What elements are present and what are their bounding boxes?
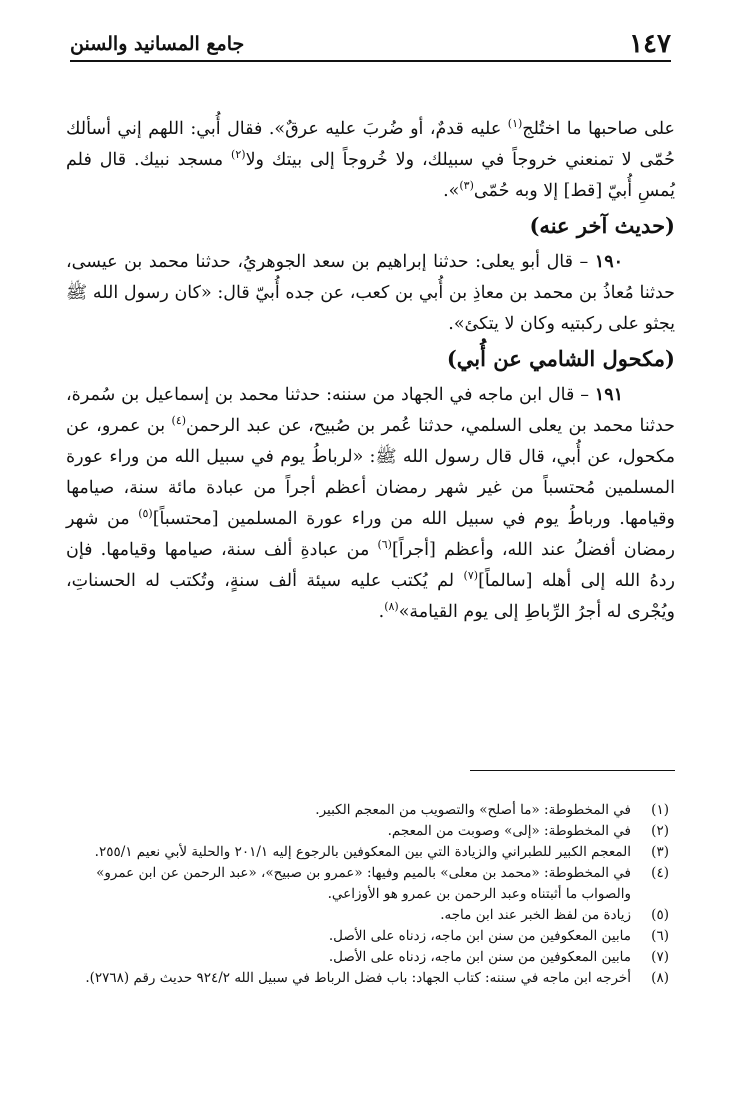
footnote-number: (٣) bbox=[651, 844, 669, 860]
footnote-item bbox=[66, 800, 669, 821]
footnote-ref-7: (٧) bbox=[463, 569, 479, 583]
paragraph-continuation bbox=[66, 114, 675, 207]
footnote-ref-8: (٨) bbox=[384, 600, 399, 614]
footnote-item bbox=[66, 947, 669, 968]
footnote-text: زيادة من لفظ الخبر عند ابن ماجه. bbox=[440, 907, 631, 923]
footnote-item bbox=[66, 863, 669, 905]
footnote-item bbox=[66, 905, 669, 926]
footnote-ref-1: (١) bbox=[507, 117, 523, 131]
footnote-number: (٢) bbox=[651, 823, 669, 839]
footnote-number: (١) bbox=[651, 802, 669, 818]
footnote-text: المعجم الكبير للطبراني والزيادة التي بين المعكوفين بالرجوع إليه ٢٠١/١ والحلية لأبي نعيم ٢٥٥/١. bbox=[94, 844, 631, 860]
footnote-number: (٧) bbox=[651, 949, 669, 965]
page-number: ١٤٧ bbox=[629, 29, 671, 59]
text-run: من عبادةِ ألف سنة، صيامها وقيامها. فإن ردهُ الله إلى أهله [سالماً] bbox=[66, 540, 675, 591]
footnote-ref-3: (٣) bbox=[459, 179, 474, 193]
hadith-190 bbox=[66, 247, 675, 340]
text-run: مسجد نبيك. قال فلم يُمسِ أُبيّ [قط] إلا وبه حُمّى bbox=[66, 150, 675, 201]
text-run: من شهر رمضان أفضلُ عند الله، وأعظم [أجراً] bbox=[66, 509, 675, 560]
text-run: – قال ابن ماجه في الجهاد من سننه: حدثنا محمد بن إسماعيل بن سُمرة، حدثنا محمد بن يعلى السلمي، حدثنا عُمر بن صُبيح، عن عبد الرحمن bbox=[66, 385, 675, 436]
text-run: بن عمرو، عن مكحول، عن أُبي، قال قال رسول الله ﷺ: «لرباطُ يوم في سبيل الله من وراء عورة المسلمين مُحتسباً من غير شهر رمضان أعظم أجراً من عبادة مائة سنة، صيامها وقيامها. ورباطُ يوم في سبيل الله من وراء عورة المسلمين [محتسباً] bbox=[66, 416, 675, 529]
footnote-text: أخرجه ابن ماجه في سننه: كتاب الجهاد: باب فضل الرباط في سبيل الله ٩٢٤/٢ حديث رقم (٢٧٦٨). bbox=[85, 970, 631, 986]
hadith-number: ١٩١ bbox=[594, 385, 623, 405]
text-run: . bbox=[378, 602, 385, 622]
footnote-ref-4: (٤) bbox=[171, 414, 187, 428]
running-header bbox=[70, 28, 671, 62]
footnote-separator bbox=[470, 770, 675, 771]
footnote-ref-2: (٢) bbox=[231, 148, 246, 162]
footnote-text: في المخطوطة: «ما أصلح» والتصويب من المعجم الكبير. bbox=[315, 802, 631, 818]
footnote-text: في المخطوطة: «إلى» وصوبت من المعجم. bbox=[387, 823, 631, 839]
main-text bbox=[66, 114, 675, 628]
text-run: عليه قدمٌ، أو ضُربَ عليه عرقٌ». فقال أُبي: اللهم إني أسألك حُمّى لا تمنعني خروجاً في سبيلك، ولا خُروجاً إلى بيتك ولا bbox=[66, 119, 676, 170]
section-heading-2: (مكحول الشامي عن أُبي) bbox=[446, 346, 675, 371]
footnote-text: مابين المعكوفين من سنن ابن ماجه، زدناه على الأصل. bbox=[328, 949, 631, 965]
footnote-item bbox=[66, 968, 669, 989]
footnote-ref-6: (٦) bbox=[377, 538, 392, 552]
book-title: جامع المسانيد والسنن bbox=[70, 33, 245, 55]
footnote-item bbox=[66, 821, 669, 842]
footnote-number: (٦) bbox=[651, 928, 669, 944]
footnote-ref-5: (٥) bbox=[138, 507, 153, 521]
section-heading-1: (حديث آخر عنه) bbox=[529, 213, 675, 238]
footnote-text: مابين المعكوفين من سنن ابن ماجه، زدناه على الأصل. bbox=[328, 928, 631, 944]
hadith-191 bbox=[66, 380, 675, 628]
footnote-number: (٨) bbox=[651, 970, 669, 986]
text-run: لم يُكتب عليه سيئة ألف سنةٍ، وتُكتب له الحسناتِ، ويُجْرى له أجرُ الرِّباطِ إلى يوم القيامة» bbox=[66, 571, 675, 622]
text-run: ». bbox=[443, 181, 460, 201]
text-run: على صاحبها ما اختُلج bbox=[522, 119, 675, 139]
footnotes bbox=[66, 800, 669, 989]
footnote-number: (٥) bbox=[651, 907, 669, 923]
footnote-item bbox=[66, 842, 669, 863]
text-run: – قال أبو يعلى: حدثنا إبراهيم بن سعد الجوهريُ، حدثنا محمد بن عيسى، حدثنا مُعاذُ بن محمد بن معاذِ بن أُبي بن كعب، عن جده أُبيّ قال: «كان رسول الله ﷺ يجثو على ركبتيه وكان لا يتكئ». bbox=[66, 252, 675, 334]
footnote-number: (٤) bbox=[651, 865, 669, 881]
hadith-number: ١٩٠ bbox=[594, 252, 623, 272]
footnote-text: في المخطوطة: «محمد بن معلى» بالميم وفيها: «عمرو بن صبيح»، «عبد الرحمن عن ابن عمرو» والصواب ما أثبتناه وعبد الرحمن بن عمرو هو الأوزاعي. bbox=[96, 865, 631, 902]
footnote-item bbox=[66, 926, 669, 947]
